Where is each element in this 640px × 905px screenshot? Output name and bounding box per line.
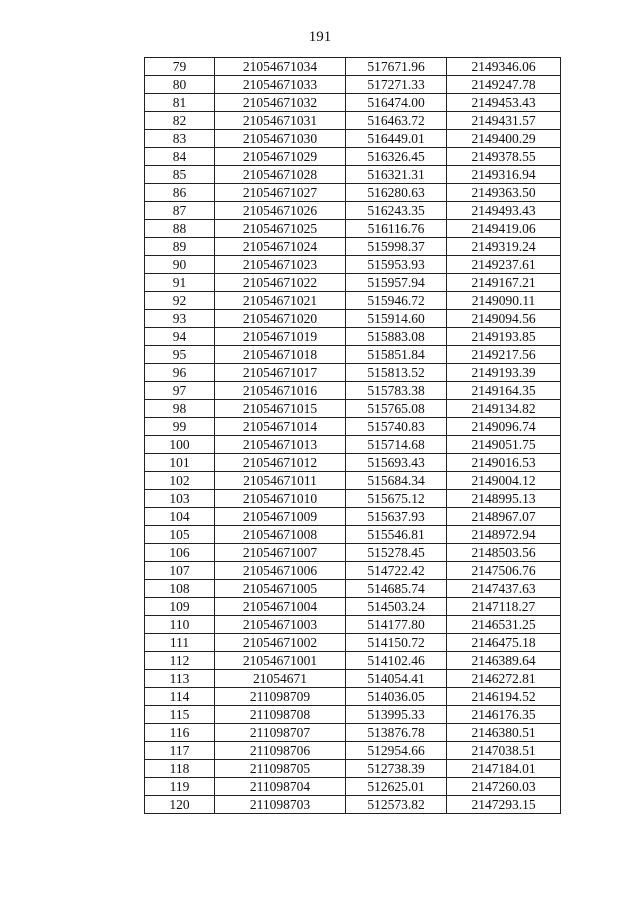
x-coordinate-cell: 515675.12 [346,490,447,508]
point-code-cell: 211098705 [215,760,346,778]
x-coordinate-cell: 514054.41 [346,670,447,688]
y-coordinate-cell: 2146272.81 [447,670,561,688]
point-code-cell: 211098703 [215,796,346,814]
point-code-cell: 21054671023 [215,256,346,274]
point-code-cell: 21054671020 [215,310,346,328]
x-coordinate-cell: 516243.35 [346,202,447,220]
x-coordinate-cell: 514503.24 [346,598,447,616]
y-coordinate-cell: 2149164.35 [447,382,561,400]
row-number-cell: 106 [145,544,215,562]
x-coordinate-cell: 515693.43 [346,454,447,472]
table-row [145,274,561,292]
row-number-cell: 84 [145,148,215,166]
x-coordinate-cell: 514685.74 [346,580,447,598]
point-code-cell: 21054671021 [215,292,346,310]
y-coordinate-cell: 2148995.13 [447,490,561,508]
row-number-cell: 111 [145,634,215,652]
point-code-cell: 21054671019 [215,328,346,346]
point-code-cell: 21054671007 [215,544,346,562]
row-number-cell: 79 [145,58,215,76]
y-coordinate-cell: 2146194.52 [447,688,561,706]
table-row [145,382,561,400]
x-coordinate-cell: 514177.80 [346,616,447,634]
x-coordinate-cell: 516326.45 [346,148,447,166]
table-row [145,364,561,382]
row-number-cell: 113 [145,670,215,688]
x-coordinate-cell: 514150.72 [346,634,447,652]
x-coordinate-cell: 512954.66 [346,742,447,760]
point-code-cell: 211098704 [215,778,346,796]
y-coordinate-cell: 2149217.56 [447,346,561,364]
table-row [145,202,561,220]
row-number-cell: 87 [145,202,215,220]
table-row [145,184,561,202]
table-row [145,490,561,508]
point-code-cell: 21054671029 [215,148,346,166]
y-coordinate-cell: 2149016.53 [447,454,561,472]
y-coordinate-cell: 2149378.55 [447,148,561,166]
x-coordinate-cell: 515765.08 [346,400,447,418]
y-coordinate-cell: 2147184.01 [447,760,561,778]
x-coordinate-cell: 516474.00 [346,94,447,112]
point-code-cell: 21054671015 [215,400,346,418]
point-code-cell: 21054671033 [215,76,346,94]
row-number-cell: 110 [145,616,215,634]
point-code-cell: 21054671028 [215,166,346,184]
row-number-cell: 89 [145,238,215,256]
x-coordinate-cell: 515740.83 [346,418,447,436]
point-code-cell: 21054671003 [215,616,346,634]
row-number-cell: 99 [145,418,215,436]
y-coordinate-cell: 2149193.39 [447,364,561,382]
row-number-cell: 94 [145,328,215,346]
table-row [145,724,561,742]
y-coordinate-cell: 2149134.82 [447,400,561,418]
point-code-cell: 21054671014 [215,418,346,436]
point-code-cell: 211098709 [215,688,346,706]
x-coordinate-cell: 515714.68 [346,436,447,454]
row-number-cell: 102 [145,472,215,490]
table-row [145,598,561,616]
y-coordinate-cell: 2149237.61 [447,256,561,274]
y-coordinate-cell: 2149363.50 [447,184,561,202]
point-code-cell: 211098706 [215,742,346,760]
row-number-cell: 86 [145,184,215,202]
table-row [145,634,561,652]
table-row [145,238,561,256]
coordinates-table [144,57,561,814]
row-number-cell: 107 [145,562,215,580]
row-number-cell: 88 [145,220,215,238]
y-coordinate-cell: 2146531.25 [447,616,561,634]
y-coordinate-cell: 2149400.29 [447,130,561,148]
y-coordinate-cell: 2146389.64 [447,652,561,670]
x-coordinate-cell: 515998.37 [346,238,447,256]
point-code-cell: 21054671018 [215,346,346,364]
y-coordinate-cell: 2147293.15 [447,796,561,814]
table-row [145,166,561,184]
table-row [145,436,561,454]
y-coordinate-cell: 2148972.94 [447,526,561,544]
y-coordinate-cell: 2147437.63 [447,580,561,598]
row-number-cell: 93 [145,310,215,328]
row-number-cell: 119 [145,778,215,796]
y-coordinate-cell: 2149004.12 [447,472,561,490]
y-coordinate-cell: 2149419.06 [447,220,561,238]
row-number-cell: 105 [145,526,215,544]
row-number-cell: 103 [145,490,215,508]
point-code-cell: 21054671027 [215,184,346,202]
table-row [145,562,561,580]
row-number-cell: 82 [145,112,215,130]
point-code-cell: 21054671030 [215,130,346,148]
row-number-cell: 114 [145,688,215,706]
x-coordinate-cell: 515813.52 [346,364,447,382]
page-number: 191 [308,29,332,45]
table-row [145,454,561,472]
x-coordinate-cell: 514036.05 [346,688,447,706]
row-number-cell: 101 [145,454,215,472]
y-coordinate-cell: 2149167.21 [447,274,561,292]
table-row [145,796,561,814]
row-number-cell: 95 [145,346,215,364]
table-row [145,742,561,760]
row-number-cell: 96 [145,364,215,382]
row-number-cell: 104 [145,508,215,526]
table-row [145,760,561,778]
point-code-cell: 21054671017 [215,364,346,382]
point-code-cell: 21054671002 [215,634,346,652]
row-number-cell: 85 [145,166,215,184]
table-row [145,580,561,598]
y-coordinate-cell: 2149193.85 [447,328,561,346]
row-number-cell: 117 [145,742,215,760]
y-coordinate-cell: 2149346.06 [447,58,561,76]
x-coordinate-cell: 513876.78 [346,724,447,742]
x-coordinate-cell: 513995.33 [346,706,447,724]
row-number-cell: 120 [145,796,215,814]
row-number-cell: 90 [145,256,215,274]
table-row [145,472,561,490]
point-code-cell: 21054671012 [215,454,346,472]
y-coordinate-cell: 2149431.57 [447,112,561,130]
y-coordinate-cell: 2147118.27 [447,598,561,616]
point-code-cell: 21054671026 [215,202,346,220]
y-coordinate-cell: 2149051.75 [447,436,561,454]
row-number-cell: 115 [145,706,215,724]
row-number-cell: 80 [145,76,215,94]
table-row [145,400,561,418]
point-code-cell: 21054671004 [215,598,346,616]
x-coordinate-cell: 516449.01 [346,130,447,148]
x-coordinate-cell: 515914.60 [346,310,447,328]
row-number-cell: 81 [145,94,215,112]
row-number-cell: 116 [145,724,215,742]
table-row [145,328,561,346]
y-coordinate-cell: 2147038.51 [447,742,561,760]
point-code-cell: 21054671025 [215,220,346,238]
y-coordinate-cell: 2147506.76 [447,562,561,580]
table-row [145,526,561,544]
row-number-cell: 98 [145,400,215,418]
table-row [145,76,561,94]
table-row [145,58,561,76]
table-row [145,256,561,274]
y-coordinate-cell: 2149316.94 [447,166,561,184]
point-code-cell: 21054671011 [215,472,346,490]
row-number-cell: 92 [145,292,215,310]
x-coordinate-cell: 512625.01 [346,778,447,796]
y-coordinate-cell: 2149096.74 [447,418,561,436]
row-number-cell: 109 [145,598,215,616]
y-coordinate-cell: 2149090.11 [447,292,561,310]
y-coordinate-cell: 2149094.56 [447,310,561,328]
row-number-cell: 118 [145,760,215,778]
x-coordinate-cell: 515851.84 [346,346,447,364]
point-code-cell: 21054671016 [215,382,346,400]
row-number-cell: 97 [145,382,215,400]
table-row [145,130,561,148]
x-coordinate-cell: 515637.93 [346,508,447,526]
point-code-cell: 21054671024 [215,238,346,256]
x-coordinate-cell: 515278.45 [346,544,447,562]
table-row [145,148,561,166]
x-coordinate-cell: 517671.96 [346,58,447,76]
y-coordinate-cell: 2148503.56 [447,544,561,562]
table-row [145,508,561,526]
table-row [145,652,561,670]
y-coordinate-cell: 2146475.18 [447,634,561,652]
table-row [145,292,561,310]
y-coordinate-cell: 2146380.51 [447,724,561,742]
x-coordinate-cell: 515883.08 [346,328,447,346]
point-code-cell: 21054671034 [215,58,346,76]
point-code-cell: 21054671006 [215,562,346,580]
coordinates-table-body [145,58,561,814]
row-number-cell: 83 [145,130,215,148]
x-coordinate-cell: 515957.94 [346,274,447,292]
x-coordinate-cell: 515684.34 [346,472,447,490]
table-row [145,94,561,112]
y-coordinate-cell: 2149453.43 [447,94,561,112]
table-row [145,346,561,364]
point-code-cell: 211098707 [215,724,346,742]
table-row [145,418,561,436]
x-coordinate-cell: 516116.76 [346,220,447,238]
x-coordinate-cell: 512738.39 [346,760,447,778]
point-code-cell: 21054671032 [215,94,346,112]
x-coordinate-cell: 514722.42 [346,562,447,580]
x-coordinate-cell: 515953.93 [346,256,447,274]
x-coordinate-cell: 517271.33 [346,76,447,94]
row-number-cell: 108 [145,580,215,598]
point-code-cell: 21054671 [215,670,346,688]
x-coordinate-cell: 516463.72 [346,112,447,130]
point-code-cell: 21054671022 [215,274,346,292]
x-coordinate-cell: 514102.46 [346,652,447,670]
x-coordinate-cell: 516321.31 [346,166,447,184]
x-coordinate-cell: 516280.63 [346,184,447,202]
table-row [145,310,561,328]
table-row [145,616,561,634]
row-number-cell: 91 [145,274,215,292]
table-row [145,688,561,706]
row-number-cell: 112 [145,652,215,670]
x-coordinate-cell: 515546.81 [346,526,447,544]
y-coordinate-cell: 2147260.03 [447,778,561,796]
y-coordinate-cell: 2148967.07 [447,508,561,526]
point-code-cell: 21054671009 [215,508,346,526]
table-row [145,706,561,724]
table-row [145,112,561,130]
y-coordinate-cell: 2149319.24 [447,238,561,256]
point-code-cell: 21054671013 [215,436,346,454]
point-code-cell: 21054671001 [215,652,346,670]
x-coordinate-cell: 512573.82 [346,796,447,814]
x-coordinate-cell: 515783.38 [346,382,447,400]
point-code-cell: 211098708 [215,706,346,724]
point-code-cell: 21054671008 [215,526,346,544]
point-code-cell: 21054671005 [215,580,346,598]
point-code-cell: 21054671010 [215,490,346,508]
table-row [145,544,561,562]
row-number-cell: 100 [145,436,215,454]
y-coordinate-cell: 2146176.35 [447,706,561,724]
y-coordinate-cell: 2149493.43 [447,202,561,220]
table-row [145,670,561,688]
y-coordinate-cell: 2149247.78 [447,76,561,94]
x-coordinate-cell: 515946.72 [346,292,447,310]
table-row [145,220,561,238]
table-row [145,778,561,796]
point-code-cell: 21054671031 [215,112,346,130]
